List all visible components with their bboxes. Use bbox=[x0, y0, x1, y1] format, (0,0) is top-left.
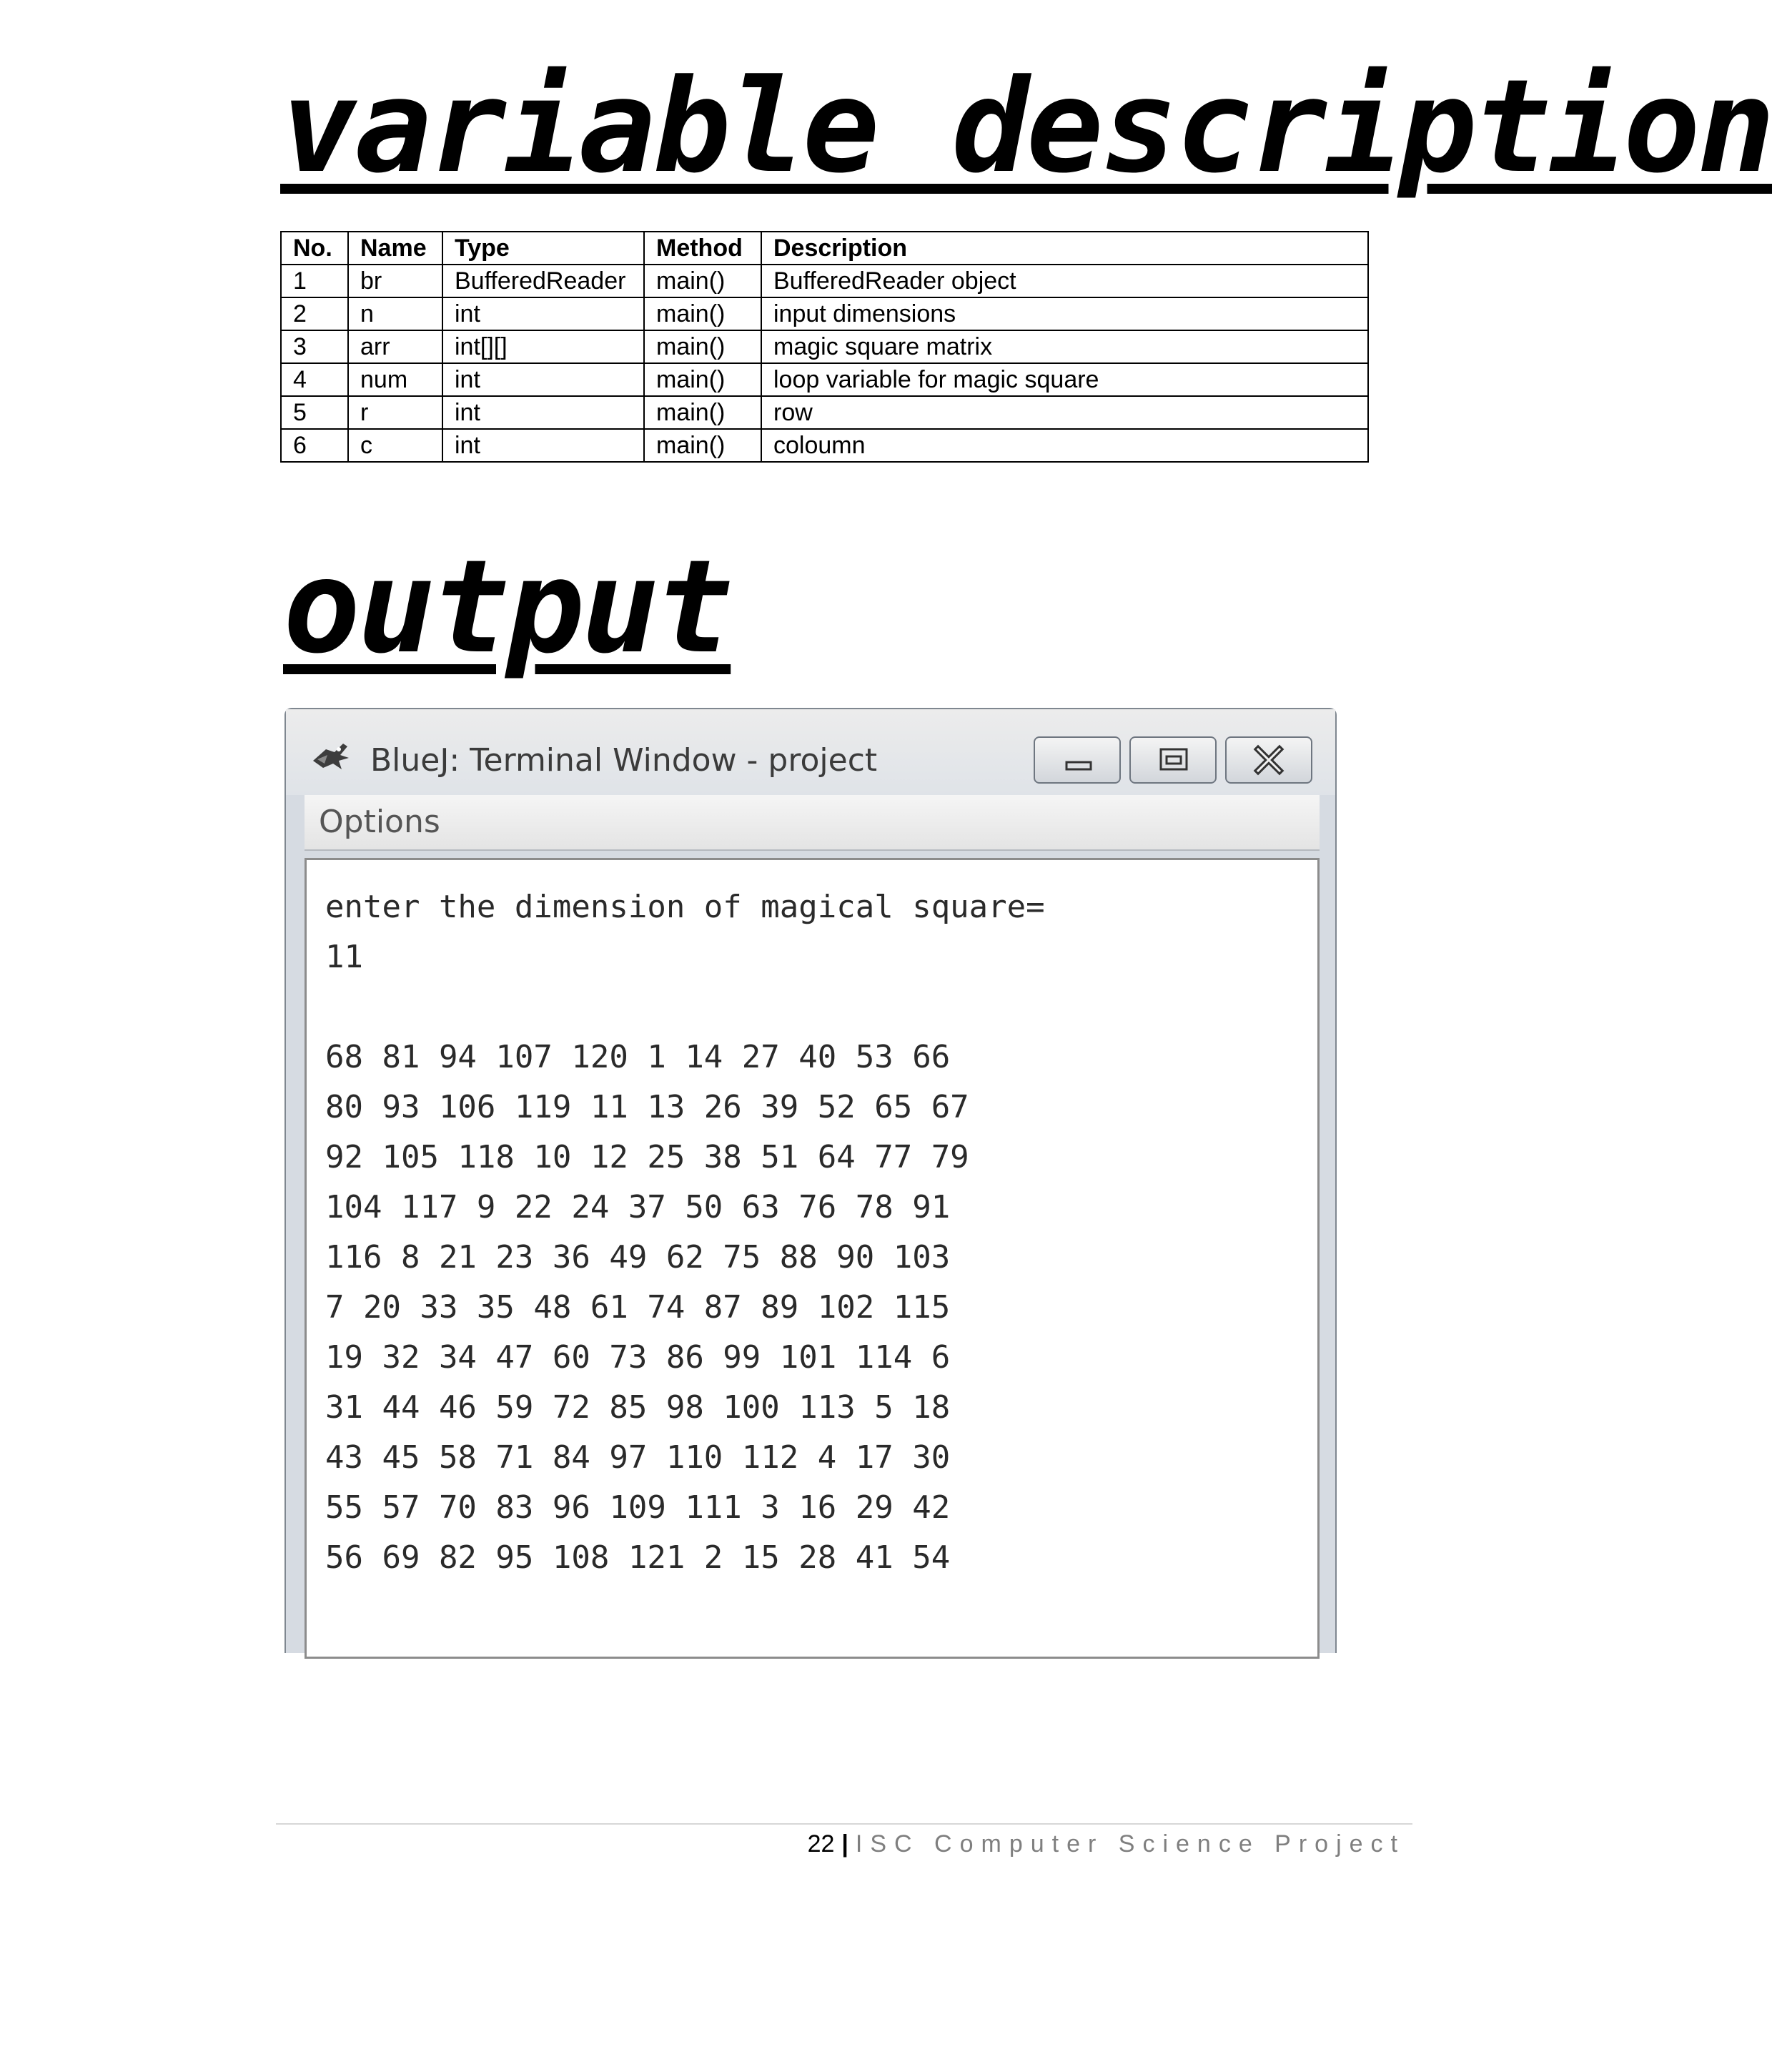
header-name: Name bbox=[348, 232, 442, 265]
cell-type: int[][] bbox=[442, 330, 644, 363]
terminal-line: 56 69 82 95 108 121 2 15 28 41 54 bbox=[325, 1539, 951, 1576]
cell-type: int bbox=[442, 396, 644, 429]
terminal-line: 43 45 58 71 84 97 110 112 4 17 30 bbox=[325, 1439, 951, 1476]
terminal-line: 31 44 46 59 72 85 98 100 113 5 18 bbox=[325, 1389, 951, 1426]
cell-name: br bbox=[348, 265, 442, 297]
table-header-row bbox=[281, 232, 1368, 265]
cell-no: 5 bbox=[281, 396, 348, 429]
minimize-icon bbox=[1035, 738, 1119, 782]
header-no: No. bbox=[281, 232, 348, 265]
cell-description: magic square matrix bbox=[761, 330, 1368, 363]
terminal-line: 80 93 106 119 11 13 26 39 52 65 67 bbox=[325, 1089, 969, 1125]
cell-method: main() bbox=[644, 429, 761, 462]
bluej-bird-icon bbox=[310, 739, 352, 772]
cell-description: BufferedReader object bbox=[761, 265, 1368, 297]
cell-name: arr bbox=[348, 330, 442, 363]
cell-no: 6 bbox=[281, 429, 348, 462]
cell-no: 3 bbox=[281, 330, 348, 363]
cell-type: int bbox=[442, 429, 644, 462]
heading-variable-description: variable description bbox=[280, 52, 1772, 202]
cell-description: coloumn bbox=[761, 429, 1368, 462]
project-title: ISC Computer Science Project bbox=[855, 1830, 1405, 1858]
terminal-line: enter the dimension of magical square= bbox=[325, 889, 1045, 925]
cell-method: main() bbox=[644, 297, 761, 330]
cell-type: int bbox=[442, 297, 644, 330]
cell-method: main() bbox=[644, 363, 761, 396]
cell-name: num bbox=[348, 363, 442, 396]
terminal-line: 92 105 118 10 12 25 38 51 64 77 79 bbox=[325, 1139, 969, 1175]
title-bar[interactable] bbox=[286, 709, 1335, 795]
terminal-output[interactable] bbox=[305, 858, 1320, 1659]
heading-output: output bbox=[283, 533, 731, 682]
cell-method: main() bbox=[644, 330, 761, 363]
table-row bbox=[281, 297, 1368, 330]
menu-bar bbox=[305, 795, 1320, 851]
cell-method: main() bbox=[644, 396, 761, 429]
footer-divider bbox=[276, 1823, 1412, 1825]
header-description: Description bbox=[761, 232, 1368, 265]
header-type: Type bbox=[442, 232, 644, 265]
table-row bbox=[281, 429, 1368, 462]
terminal-line: 104 117 9 22 24 37 50 63 76 78 91 bbox=[325, 1189, 951, 1225]
cell-name: n bbox=[348, 297, 442, 330]
table-row bbox=[281, 330, 1368, 363]
close-icon bbox=[1227, 738, 1311, 782]
cell-type: int bbox=[442, 363, 644, 396]
terminal-line: 55 57 70 83 96 109 111 3 16 29 42 bbox=[325, 1489, 951, 1526]
cell-method: main() bbox=[644, 265, 761, 297]
cell-no: 2 bbox=[281, 297, 348, 330]
table-row bbox=[281, 265, 1368, 297]
menu-options[interactable]: Options bbox=[319, 804, 440, 840]
bluej-terminal-window bbox=[284, 708, 1337, 1653]
cell-name: c bbox=[348, 429, 442, 462]
cell-no: 1 bbox=[281, 265, 348, 297]
variable-description-table bbox=[280, 231, 1369, 463]
table-row bbox=[281, 363, 1368, 396]
cell-description: row bbox=[761, 396, 1368, 429]
minimize-button[interactable] bbox=[1034, 736, 1121, 784]
maximize-button[interactable] bbox=[1129, 736, 1217, 784]
cell-description: input dimensions bbox=[761, 297, 1368, 330]
table-row bbox=[281, 396, 1368, 429]
terminal-line: 116 8 21 23 36 49 62 75 88 90 103 bbox=[325, 1239, 951, 1276]
header-method: Method bbox=[644, 232, 761, 265]
window-title: BlueJ: Terminal Window - project bbox=[370, 742, 878, 779]
cell-no: 4 bbox=[281, 363, 348, 396]
close-button[interactable] bbox=[1225, 736, 1312, 784]
page-footer bbox=[808, 1830, 1405, 1858]
cell-description: loop variable for magic square bbox=[761, 363, 1368, 396]
terminal-line: 19 32 34 47 60 73 86 99 101 114 6 bbox=[325, 1339, 951, 1376]
page-number: 22 bbox=[807, 1830, 835, 1858]
cell-name: r bbox=[348, 396, 442, 429]
terminal-line: 11 bbox=[325, 939, 363, 975]
cell-type: BufferedReader bbox=[442, 265, 644, 297]
terminal-line: 7 20 33 35 48 61 74 87 89 102 115 bbox=[325, 1289, 951, 1326]
terminal-line: 68 81 94 107 120 1 14 27 40 53 66 bbox=[325, 1039, 951, 1075]
footer-separator: | bbox=[841, 1830, 848, 1858]
maximize-icon bbox=[1131, 738, 1215, 782]
